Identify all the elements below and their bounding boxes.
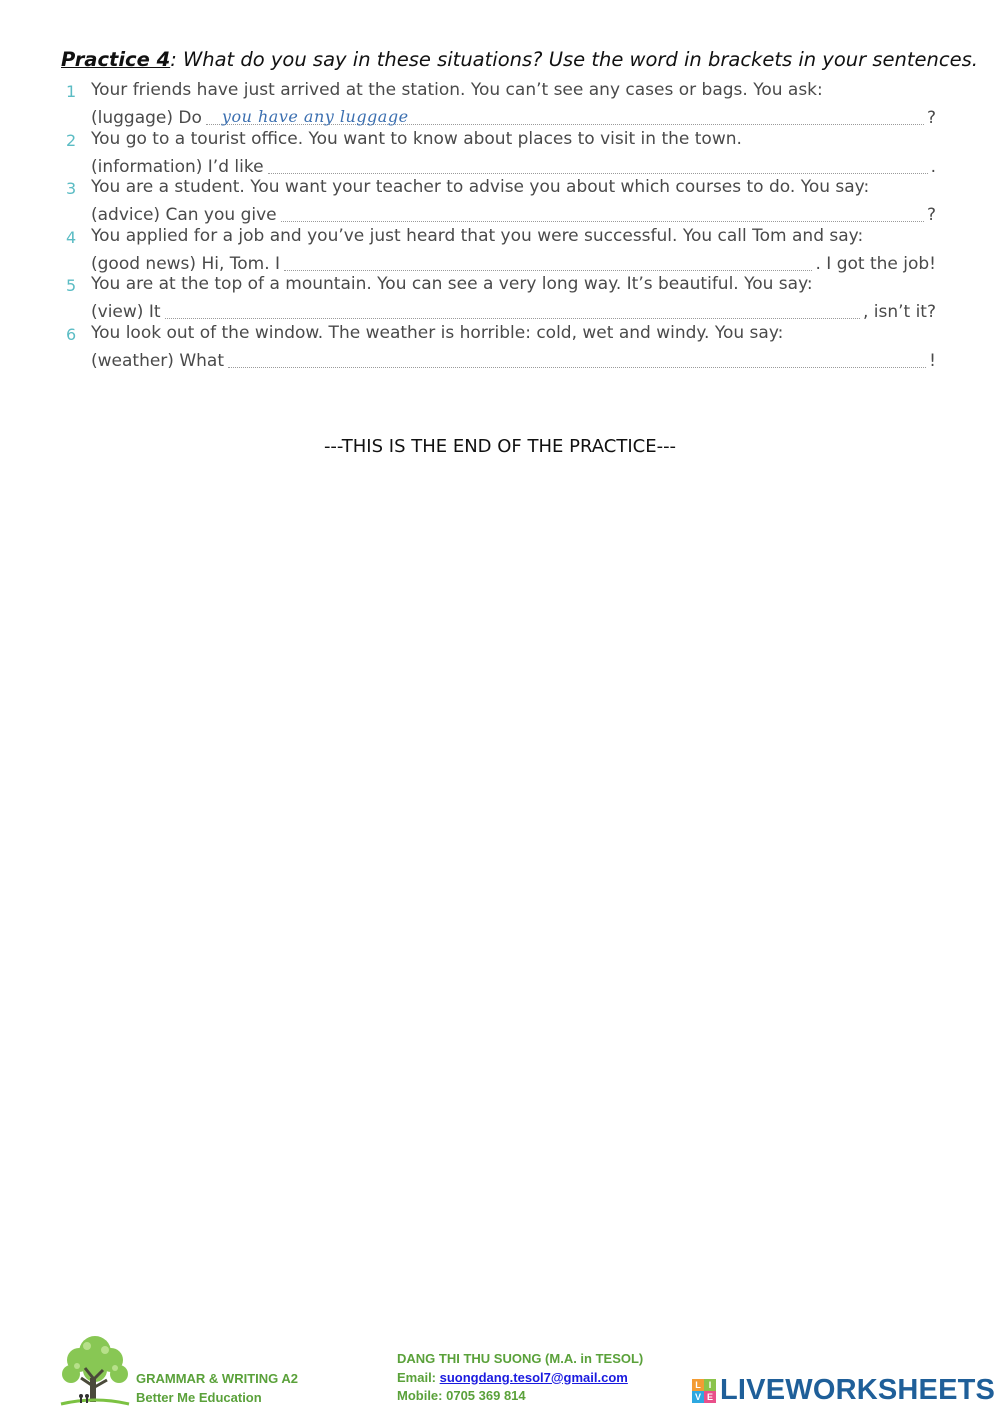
item-number: 2 [66,130,77,150]
answer-field[interactable] [281,201,924,222]
practice-title [61,48,978,71]
item-ending: ? [926,108,936,128]
item-situation: You are at the top of a mountain. You can see a very long way. It’s beautiful. You say: [91,274,813,294]
item-ending: . [930,156,936,177]
item-situation: Your friends have just arrived at the station. You can’t see any cases or bags. You ask: [91,80,823,100]
liveworksheets-logo [692,1374,995,1407]
mobile-number: Mobile: 0705 369 814 [397,1388,526,1403]
item-situation: You applied for a job and you’ve just heard that you were successful. You call Tom and say: [91,225,864,246]
answer-field[interactable] [206,104,924,125]
mark-letter: I [704,1379,716,1391]
item-situation: You are a student. You want your teacher to advise you about which courses to do. You say: [91,177,870,197]
footer-course-info [136,1369,298,1407]
exercise-item [66,177,936,226]
course-name: GRAMMAR & WRITING A2 [136,1371,299,1386]
author-name: DANG THI THU SUONG (M.A. in TESOL) [397,1351,644,1366]
item-prompt: (luggage) Do [91,108,202,128]
exercise-item [66,323,936,372]
answer-text: you have any luggage [221,107,409,126]
item-number: 5 [66,276,77,295]
item-number: 4 [66,227,77,247]
tree-logo-icon [57,1330,133,1408]
item-answer-line [91,153,936,177]
item-answer-line [91,250,936,274]
item-situation: You go to a tourist office. You want to know about places to visit in the town. [91,128,742,149]
item-answer-line [91,104,936,128]
mark-letter: V [692,1391,704,1403]
liveworksheets-mark-icon [692,1379,716,1403]
organization-name: Better Me Education [136,1390,262,1405]
email-link[interactable]: suongdang.tesol7@gmail.com [439,1369,628,1385]
item-ending: ! [929,350,936,371]
item-prompt: (good news) Hi, Tom. I [91,253,281,274]
mark-letter: E [704,1391,716,1403]
item-ending: ? [926,205,936,225]
practice-instructions: : What do you say in these situations? Use the word in brackets in your sentences. [170,48,978,71]
item-prompt: (advice) Can you give [91,205,277,225]
exercise-item [66,226,936,275]
answer-field[interactable] [165,298,860,319]
exercise-item [66,129,936,178]
mark-letter: L [692,1379,704,1391]
item-answer-line [91,347,936,371]
answer-field[interactable] [228,347,926,368]
exercise-item [66,80,936,129]
item-number: 6 [66,324,77,344]
email-line [397,1369,643,1388]
exercise-list [66,80,936,371]
end-of-practice-text: ---THIS IS THE END OF THE PRACTICE--- [323,436,677,457]
practice-number: Practice 4 [61,48,171,71]
item-ending: , isn’t it? [862,302,936,322]
item-ending: . I got the job! [815,253,936,274]
answer-field[interactable] [284,250,812,271]
item-number: 3 [66,179,77,198]
item-prompt: (information) I’d like [91,156,264,177]
item-prompt: (weather) What [91,350,225,371]
item-number: 1 [66,82,77,101]
item-answer-line [91,298,936,322]
answer-field[interactable] [268,153,928,174]
item-prompt: (view) It [91,302,161,322]
item-answer-line [91,201,936,225]
exercise-item [66,274,936,323]
email-label: Email: [397,1369,440,1385]
footer-contact [397,1350,643,1406]
item-situation: You look out of the window. The weather is horrible: cold, wet and windy. You say: [91,322,784,343]
liveworksheets-wordmark: LIVEWORKSHEETS [720,1374,996,1406]
